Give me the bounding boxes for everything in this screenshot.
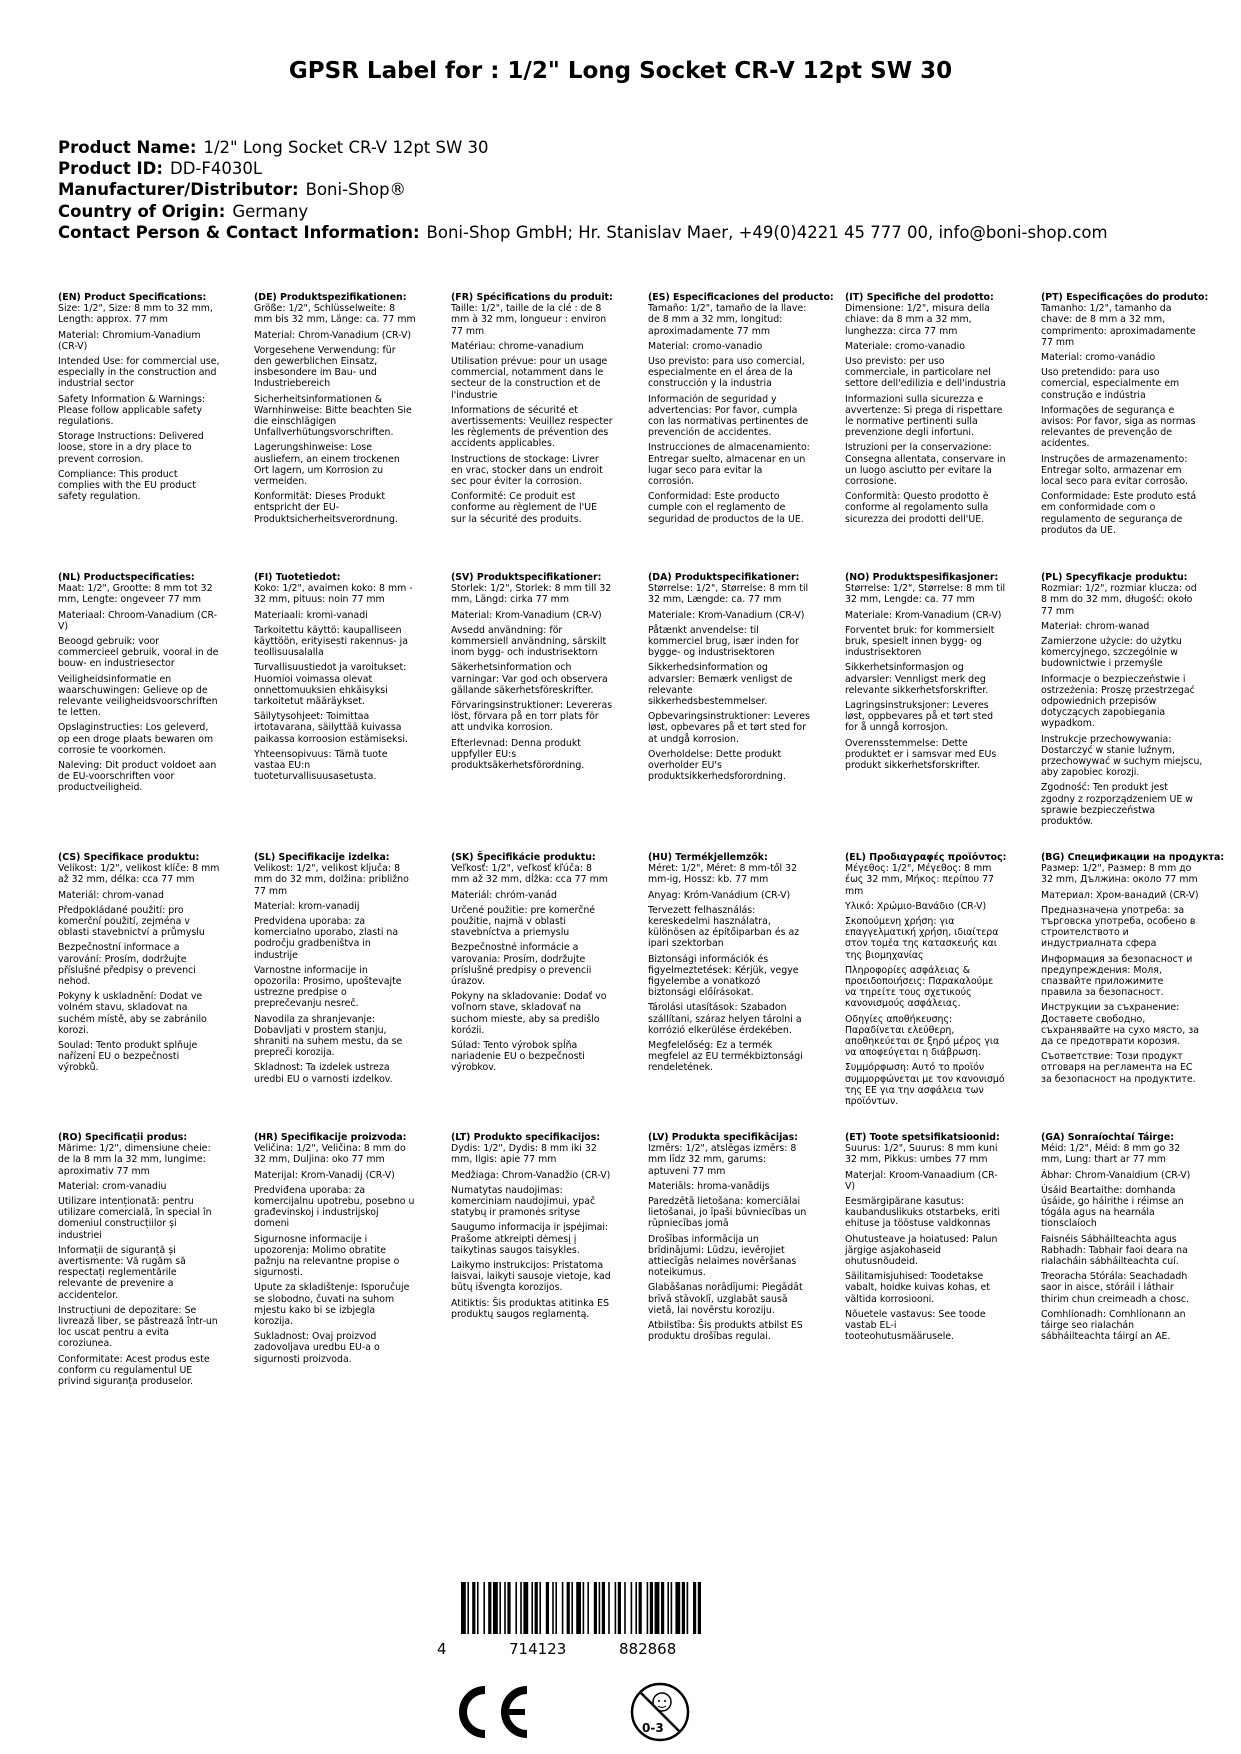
manufacturer-value: Boni-Shop® (305, 180, 407, 200)
country-row (58, 201, 1108, 222)
section-paragraph: Materiál: chrom-vanad (58, 889, 164, 901)
section-paragraph: Påtænkt anvendelse: til kommerciel brug, især inden for bygge- og industrisektoren (648, 624, 799, 659)
section-paragraph: Matériau: chrome-vanadium (451, 340, 584, 352)
language-section (451, 292, 613, 529)
section-heading: (PL) Specyfikacje produktu: (1041, 572, 1188, 583)
section-paragraph: Conformidad: Este producto cumple con el reglamento de seguridad de productos de la UE. (648, 491, 804, 525)
section-paragraph: Информация за безопасност и предупреждения: Моля, спазвайте приложимите правила за безопасност. (1041, 953, 1193, 999)
section-paragraph: Предназначена употреба: за търговска употреба, особено в строителството и индустриалната сфера (1041, 904, 1196, 950)
section-paragraph: Información de seguridad y advertencias: Por favor, cumpla con las normativas pertinentes de prevención de accidentes. (648, 393, 809, 439)
section-paragraph: Material: cromo-vanadio (648, 340, 763, 352)
section-heading: (LT) Produkto specifikacijos: (451, 1132, 601, 1143)
section-paragraph: Informações de segurança e avisos: Por favor, siga as normas relevantes de prevenção de acidentes. (1041, 404, 1196, 450)
section-paragraph: Materiaali: kromi-vanadi (254, 609, 368, 621)
section-paragraph: Sukladnost: Ovaj proizvod zadovoljava uredbu EU-a o sigurnosti proizvoda. (254, 1331, 380, 1365)
section-paragraph: Forventet bruk: for kommersielt bruk, spesielt innen bygg- og industrisektoren (845, 624, 995, 659)
section-paragraph: Informații de siguranță și avertismente: Vă rugăm să respectați reglementările relevante de prevenire a accidentelor. (58, 1244, 186, 1301)
section-paragraph: Méid: 1/2", Méid: 8 mm go 32 mm, Lung: thart ar 77 mm (1041, 1143, 1181, 1166)
barcode-left-digits: 714123 (509, 1640, 567, 1658)
language-section (58, 1132, 220, 1391)
section-paragraph: Materjal: Kroom-Vanaadium (CR-V) (845, 1169, 998, 1192)
section-paragraph: Comhlíonadh: Comhlíonann an táirge seo rialachán sábháilteachta táirgí an AE. (1041, 1308, 1186, 1343)
section-paragraph: Conformità: Questo prodotto è conforme al regolamento sulla sicurezza dei prodotti dell'UE. (845, 491, 989, 525)
section-heading: (FR) Spécifications du produit: (451, 292, 613, 303)
section-paragraph: Säkerhetsinformation och varningar: Var god och observera gällande säkerhetsföreskrifter. (451, 662, 608, 696)
section-paragraph: Veľkosť: 1/2", veľkosť kľúča: 8 mm až 32 mm, dĺžka: cca 77 mm (451, 863, 608, 886)
section-paragraph: Instrucțiuni de depozitare: Se livrează liber, se păstrează într-un loc uscat pentru a evita coroziunea. (58, 1304, 218, 1350)
section-heading: (GA) Sonraíochtaí Táirge: (1041, 1132, 1174, 1143)
section-paragraph: Sikkerhetsinformasjon og advarsler: Vennligst merk deg relevante sikkerhetsforskrifter. (845, 662, 989, 696)
product-id-row (58, 158, 1108, 179)
section-paragraph: Materiał: chrom-wanad (1041, 620, 1150, 632)
section-heading: (LV) Produkta specifikācijas: (648, 1132, 798, 1143)
section-paragraph: Πληροφορίες ασφάλειας & προειδοποιήσεις: Παρακαλούμε να τηρείτε τους σχετικούς κανονισμούς ασφάλειας. (845, 964, 994, 1010)
section-paragraph: Predviđena uporaba: za komercijalnu upotrebu, posebno u građevinskoj i industrijskoj domeni (254, 1184, 415, 1230)
language-section (648, 1132, 810, 1346)
language-section (254, 852, 416, 1089)
section-paragraph: Material: krom-vanadij (254, 900, 360, 912)
section-paragraph: Uso previsto: para uso comercial, especialmente en el área de la construcción y la industria (648, 356, 805, 390)
section-paragraph: Úsáid Beartaithe: domhanda úsáide, go háirithe i réimse an tógála agus na hearnála tionsclaíoch (1041, 1184, 1184, 1230)
section-heading: (ET) Toote spetsifikatsioonid: (845, 1132, 1000, 1143)
product-name-value: 1/2" Long Socket CR-V 12pt SW 30 (203, 138, 489, 157)
section-paragraph: Taille: 1/2", taille de la clé : de 8 mm à 32 mm, longueur : environ 77 mm (451, 303, 607, 337)
language-section (845, 852, 1007, 1111)
section-paragraph: Overholdelse: Dette produkt overholder EU's produktsikkerhedsforordning. (648, 748, 786, 783)
language-section (451, 852, 613, 1078)
section-paragraph: Sikkerhedsinformation og advarsler: Bemærk venligst de relevante sikkerhedsbestemmelser. (648, 662, 793, 708)
section-heading: (RO) Specificații produs: (58, 1132, 188, 1143)
section-paragraph: Material: Chrom-Vanadium (CR-V) (254, 329, 412, 341)
section-paragraph: Predvidena uporaba: za komercialno uporabo, zlasti na področju gradbeništva in industrije (254, 916, 399, 961)
section-paragraph: Materiál: chróm-vanád (451, 889, 557, 901)
language-section (58, 292, 220, 506)
language-section (1041, 292, 1209, 540)
section-paragraph: Material: cromo-vanádio (1041, 352, 1156, 364)
section-paragraph: Υλικό: Χρώμιο-Βανάδιο (CR-V) (845, 900, 987, 912)
barcode-bars (461, 1582, 711, 1634)
section-paragraph: Size: 1/2", Size: 8 mm to 32 mm, Length: approx. 77 mm (58, 303, 213, 326)
section-paragraph: Lagerungshinweise: Lose ausliefern, an einem trockenen Ort lagern, um Korrosion zu vermeiden. (254, 442, 400, 488)
section-paragraph: Informazioni sulla sicurezza e avvertenze: Si prega di rispettare le normative pertinenti sulla prevenzione degli infortuni. (845, 393, 1003, 439)
section-heading: (PT) Especificações do produto: (1041, 292, 1209, 303)
section-paragraph: Materiale: Krom-Vanadium (CR-V) (648, 609, 805, 621)
section-paragraph: Størrelse: 1/2", Størrelse: 8 mm til 32 mm, Lengde: ca. 77 mm (845, 583, 1006, 606)
not-for-children-0-3-icon (628, 1680, 692, 1748)
contact-row (58, 222, 1108, 243)
section-heading: (SL) Specifikacije izdelka: (254, 852, 390, 863)
section-paragraph: Materiale: Krom-Vanadium (CR-V) (845, 609, 1002, 621)
section-paragraph: Instrucciones de almacenamiento: Entregar suelto, almacenar en un lugar seco para evitar la corrosión. (648, 442, 810, 488)
section-paragraph: Größe: 1/2", Schlüsselweite: 8 mm bis 32 mm, Länge: ca. 77 mm (254, 303, 416, 326)
section-paragraph: Medžiaga: Chrom-Vanadžio (CR-V) (451, 1169, 611, 1181)
language-section (1041, 1132, 1203, 1346)
section-heading: (NL) Productspecificaties: (58, 572, 195, 583)
language-section (648, 292, 834, 529)
section-paragraph: Atitiktis: Šis produktas atitinka ES produktų saugos reglamentą. (451, 1297, 610, 1320)
section-paragraph: Materiāls: hroma-vanādijs (648, 1180, 770, 1192)
section-heading: (BG) Спецификации на продукта: (1041, 852, 1225, 863)
product-id-value: DD-F4030L (169, 159, 263, 179)
section-paragraph: Saugumo informacija ir įspėjimai: Prašome atkreipti dėmesį į taikytinas saugos taisykles. (451, 1222, 609, 1256)
section-paragraph: Material: Chromium-Vanadium (CR-V) (58, 329, 201, 352)
section-paragraph: Konformität: Dieses Produkt entspricht der EU-Produktsicherheitsverordnung. (254, 491, 398, 525)
section-paragraph: Nõuetele vastavus: See toode vastab EL-i tooteohutusmäärusele. (845, 1308, 986, 1343)
section-paragraph: Förvaringsinstruktioner: Levereras löst, förvara på en torr plats för att undvika korrosion. (451, 700, 613, 734)
section-paragraph: Instrukcje przechowywania: Dostarczyć w stanie luźnym, przechowywać w suchym miejscu, aby zapobiec korozji. (1041, 733, 1203, 779)
language-section (451, 1132, 613, 1324)
section-paragraph: Rozmiar: 1/2", rozmiar klucza: od 8 mm do 32 mm, długość: około 77 mm (1041, 583, 1197, 617)
section-paragraph: Instruções de armazenamento: Entregar solto, armazenar em local seco para evitar corrosão. (1041, 453, 1188, 488)
section-paragraph: Anyag: Króm-Vanádium (CR-V) (648, 889, 791, 901)
section-paragraph: Skladnost: Ta izdelek ustreza uredbi EU o varnosti izdelkov. (254, 1062, 393, 1085)
section-paragraph: Opbevaringsinstruktioner: Leveres løst, opbevares på et tørt sted for at undgå korrosion. (648, 711, 810, 745)
language-section (845, 572, 1007, 775)
section-paragraph: Varnostne informacije in opozorila: Prosimo, upoštevajte ustrezne predpise o preprečevanju nesreč. (254, 964, 402, 1010)
language-section (451, 572, 613, 775)
language-section (58, 572, 220, 798)
section-paragraph: Material: crom-vanadiu (58, 1180, 167, 1192)
section-paragraph: Tamaño: 1/2", tamaño de la llave: de 8 mm a 32 mm, longitud: aproximadamente 77 mm (648, 303, 807, 337)
section-paragraph: Upute za skladištenje: Isporučuje se slobodno, čuvati na suhom mjestu kako bi se izbjegla korozija. (254, 1282, 410, 1328)
barcode-right-digits: 882868 (619, 1640, 677, 1658)
section-paragraph: Bezpečnostné informácie a varovania: Prosím, dodržujte príslušné predpisy o prevencii úrazov. (451, 942, 592, 988)
section-paragraph: Velikost: 1/2", velikost ključa: 8 mm do 32 mm, dolžina: približno 77 mm (254, 863, 409, 897)
page-title: GPSR Label for : 1/2" Long Socket CR-V 12pt SW 30 (288, 58, 953, 84)
section-paragraph: Atbilstība: Šis produkts atbilst ES produktu drošības regulai. (648, 1320, 803, 1343)
section-paragraph: Navodila za shranjevanje: Dobavljati v prostem stanju, shraniti na suhem mestu, da se prepreči korozija. (254, 1013, 403, 1059)
manufacturer-row (58, 179, 1108, 200)
product-name-label: Product Name: (58, 138, 197, 157)
section-paragraph: Sicherheitsinformationen & Warnhinweise: Bitte beachten Sie die einschlägigen Unfallverhütungsvorschriften. (254, 393, 412, 439)
section-paragraph: Σκοπούμενη χρήση: για επαγγελματική χρήση, ιδιαίτερα στον τομέα της κατασκευής και της βιομηχανίας (845, 916, 999, 961)
section-paragraph: Bezpečnostní informace a varování: Prosím, dodržujte příslušné předpisy o prevenci nehod. (58, 942, 196, 988)
section-paragraph: Opslaginstructies: Los geleverd, op een droge plaats bewaren om corrosie te voorkomen. (58, 722, 214, 756)
section-paragraph: Conformitate: Acest produs este conform cu regulamentul UE privind siguranța produselor. (58, 1353, 210, 1388)
language-section (845, 292, 1007, 529)
section-paragraph: Intended Use: for commercial use, especially in the construction and industrial sector (58, 356, 220, 390)
section-paragraph: Tárolási utasítások: Szabadon szállítani, száraz helyen tárolni a korrózió elkerülése érdekében. (648, 1002, 802, 1036)
section-paragraph: Naleving: Dit product voldoet aan de EU-voorschriften voor productveiligheid. (58, 760, 217, 794)
language-section (648, 572, 810, 786)
section-paragraph: Drošības informācija un brīdinājumi: Lūdzu, ievērojiet attiecīgās nelaimes novēršanas noteikumus. (648, 1233, 797, 1279)
section-paragraph: Efterlevnad: Denna produkt uppfyller EU:s produktsäkerhetsförordning. (451, 737, 585, 772)
section-paragraph: Материал: Хром-ванадий (CR-V) (1041, 889, 1199, 901)
section-paragraph: Koko: 1/2", avaimen koko: 8 mm - 32 mm, pituus: noin 77 mm (254, 583, 413, 606)
section-paragraph: Ohutusteave ja hoiatused: Palun järgige asjakohaseid ohutusnõudeid. (845, 1233, 998, 1268)
section-paragraph: Eesmärgipärane kasutus: kaubanduslikuks otstarbeks, eriti ehituse ja tööstuse valdkonnas (845, 1196, 1001, 1230)
section-paragraph: Paredzētā lietošana: komerciālai lietošanai, jo īpaši būvniecības un rūpniecības jomā (648, 1196, 807, 1230)
contact-value: Boni-Shop GmbH; Hr. Stanislav Maer, +49(0)4221 45 777 00, info@boni-shop.com (426, 222, 1108, 242)
section-heading: (HU) Termékjellemzők: (648, 852, 768, 863)
age-range-label: 0-3 (642, 1721, 664, 1735)
section-paragraph: Инструкции за съхранение: Доставете свободно, съхранявайте на сухо място, за да се предотврати корозия. (1041, 1002, 1199, 1048)
section-paragraph: Vorgesehene Verwendung: für den gewerblichen Einsatz, insbesondere im Bau- und Industriebereich (254, 344, 396, 390)
language-section (254, 1132, 416, 1369)
section-paragraph: Overensstemmelse: Dette produktet er i samsvar med EUs produkt sikkerhetsforskrifter. (845, 737, 997, 772)
section-heading: (FI) Tuotetiedot: (254, 572, 341, 583)
section-heading: (SK) Špecifikácie produktu: (451, 852, 596, 863)
section-paragraph: Lagringsinstruksjoner: Leveres løst, oppbevares på et tørt sted for å unngå korrosjon. (845, 700, 994, 734)
section-paragraph: Conformité: Ce produit est conforme au règlement de l'UE sur la sécurité des produits. (451, 491, 598, 525)
section-paragraph: Compliance: This product complies with the EU product safety regulation. (58, 468, 196, 503)
section-paragraph: Glabāšanas norādījumi: Piegādāt brīvā stāvoklī, uzglabāt sausā vietā, lai novērstu koroziju. (648, 1282, 803, 1316)
section-paragraph: Utilizare intenționată: pentru utilizare comercială, în special în domeniul construcțiilor și industriei (58, 1196, 212, 1241)
section-paragraph: Veličina: 1/2", Veličina: 8 mm do 32 mm, Duljina: oko 77 mm (254, 1143, 406, 1166)
section-paragraph: Συμμόρφωση: Αυτό το προϊόν συμμορφώνεται με τον κανονισμό της ΕΕ για την ασφάλεια των προϊόντων. (845, 1062, 1005, 1108)
section-heading: (SV) Produktspecifikationer: (451, 572, 602, 583)
language-section (1041, 852, 1225, 1089)
section-paragraph: Dydis: 1/2", Dydis: 8 mm iki 32 mm, Ilgis: apie 77 mm (451, 1143, 597, 1166)
section-heading: (EN) Product Specifications: (58, 292, 207, 303)
section-heading: (EL) Προδιαγραφές προϊόντος: (845, 852, 1007, 863)
section-paragraph: Material: Krom-Vanadium (CR-V) (451, 609, 602, 621)
section-paragraph: Storage Instructions: Delivered loose, store in a dry place to prevent corrosion. (58, 431, 204, 465)
section-paragraph: Pokyny na skladovanie: Dodať vo voľnom stave, skladovať na suchom mieste, aby sa predišlo korózii. (451, 991, 607, 1036)
section-paragraph: Předpokládané použití: pro komerční použití, zejména v oblasti stavebnictví a průmyslu (58, 904, 205, 939)
section-heading: (HR) Specifikacije proizvoda: (254, 1132, 407, 1143)
section-paragraph: Materijal: Krom-Vanadij (CR-V) (254, 1169, 395, 1181)
section-paragraph: Zgodność: Ten produkt jest zgodny z rozporządzeniem UE w sprawie bezpieczeństwa produktów. (1041, 782, 1193, 828)
section-paragraph: Biztonsági információk és figyelmeztetések: Kérjük, vegye figyelembe a vonatkozó biztonsági előírásokat. (648, 953, 799, 999)
section-paragraph: Utilisation prévue: pour un usage commercial, notamment dans le secteur de la construction et de l'industrie (451, 356, 608, 401)
section-paragraph: Turvallisuustiedot ja varoitukset: Huomioi voimassa olevat onnettomuuksien ehkäisyksi tarkoitetut määräykset. (254, 662, 407, 708)
section-paragraph: Avsedd användning: för kommersiell användning, särskilt inom bygg- och industrisektorn (451, 624, 607, 659)
section-paragraph: Maat: 1/2", Grootte: 8 mm tot 32 mm, Lengte: ongeveer 77 mm (58, 583, 213, 606)
section-paragraph: Treoracha Stórála: Seachadadh saor in aisce, stóráil i láthair thirim chun creimeadh a chosc. (1041, 1271, 1190, 1305)
section-paragraph: Säilitamisjuhised: Toodetakse vabalt, hoidke kuivas kohas, et vältida korrosiooni. (845, 1271, 990, 1305)
section-heading: (CS) Specifikace produktu: (58, 852, 200, 863)
section-paragraph: Určené použitie: pre komerčné použitie, najmä v oblasti stavebníctva a priemyslu (451, 904, 596, 939)
language-section (254, 292, 416, 529)
section-heading: (DE) Produktspezifikationen: (254, 292, 407, 303)
barcode-first-digit: 4 (437, 1640, 447, 1658)
section-heading: (DA) Produktspecifikationer: (648, 572, 800, 583)
product-id-label: Product ID: (58, 159, 163, 179)
section-paragraph: Uso pretendido: para uso comercial, especialmente em construção e indústria (1041, 367, 1180, 401)
product-name-row (58, 137, 1108, 158)
section-paragraph: Storlek: 1/2", Storlek: 8 mm till 32 mm, Längd: cirka 77 mm (451, 583, 612, 606)
ce-mark-icon (447, 1684, 531, 1744)
section-paragraph: Zamierzone użycie: do użytku komercyjnego, szczególnie w budownictwie i przemyśle (1041, 636, 1182, 670)
country-value: Germany (232, 201, 309, 221)
language-section (845, 1132, 1007, 1346)
language-section (648, 852, 810, 1078)
language-section (254, 572, 416, 786)
section-paragraph: Faisnéis Sábháilteachta agus Rabhadh: Tabhair faoi deara na rialacháin sábháilteachta cuí. (1041, 1233, 1188, 1268)
section-paragraph: Съответствие: Този продукт отговаря на регламента на ЕС за безопасност на продуктите. (1041, 1051, 1196, 1085)
contact-label: Contact Person & Contact Information: (58, 222, 420, 242)
section-paragraph: Méret: 1/2", Méret: 8 mm-től 32 mm-ig, Hossz: kb. 77 mm (648, 863, 798, 886)
section-paragraph: Yhteensopivuus: Tämä tuote vastaa EU:n tuoteturvallisuusasetusta. (254, 748, 388, 783)
section-paragraph: Οδηγίες αποθήκευσης: Παραδίνεται ελεύθερη, αποθηκεύεται σε ξηρό μέρος για να αποφεύγεται η διάβρωση. (845, 1013, 1000, 1059)
section-paragraph: Conformidade: Este produto está em conformidade com o regulamento de segurança de produtos da UE. (1041, 491, 1197, 536)
section-paragraph: Istruzioni per la conservazione: Consegna allentata, conservare in un luogo asciutto per evitare la corrosione. (845, 442, 1006, 488)
product-info (58, 137, 1108, 243)
section-paragraph: Informacje o bezpieczeństwie i ostrzeżenia: Proszę przestrzegać odpowiednich przepisów dotyczących zapobiegania wypadkom. (1041, 673, 1195, 730)
section-paragraph: Pokyny k uskladnění: Dodat ve volném stavu, skladovat na suchém místě, aby se zabránilo korozi. (58, 991, 207, 1036)
section-paragraph: Sigurnosne informacije i upozorenja: Molimo obratite pažnju na relevantne propise o sigurnosti. (254, 1233, 400, 1279)
ean-barcode (437, 1582, 737, 1672)
section-heading: (NO) Produktspesifikasjoner: (845, 572, 999, 583)
section-heading: (ES) Especificaciones del producto: (648, 292, 834, 303)
section-paragraph: Safety Information & Warnings: Please follow applicable safety regulations. (58, 393, 206, 428)
section-paragraph: Ábhar: Chrom-Vanaidium (CR-V) (1041, 1169, 1191, 1181)
section-paragraph: Numatytas naudojimas: komerciniam naudojimui, ypač statybų ir pramonės srityse (451, 1184, 596, 1219)
section-paragraph: Suurus: 1/2", Suurus: 8 mm kuni 32 mm, Pikkus: umbes 77 mm (845, 1143, 998, 1166)
section-paragraph: Tarkoitettu käyttö: kaupalliseen käyttöön, erityisesti rakennus- ja teollisuusalalla (254, 624, 409, 659)
country-label: Country of Origin: (58, 201, 226, 221)
section-paragraph: Säilytysohjeet: Toimittaa irtotavarana, säilyttää kuivassa paikassa korroosion estämiseksi. (254, 711, 408, 745)
section-paragraph: Размер: 1/2", Размер: 8 mm до 32 mm, Дължина: около 77 mm (1041, 863, 1198, 886)
section-paragraph: Súlad: Tento výrobok spĺňa nariadenie EU o bezpečnosti výrobkov. (451, 1040, 585, 1074)
section-paragraph: Izmērs: 1/2", atslēgas izmērs: 8 mm līdz 32 mm, garums: aptuveni 77 mm (648, 1143, 797, 1177)
section-paragraph: Μέγεθος: 1/2", Μέγεθος: 8 mm έως 32 mm, Μήκος: περίπου 77 mm (845, 863, 995, 897)
section-paragraph: Velikost: 1/2", velikost klíče: 8 mm až 32 mm, délka: cca 77 mm (58, 863, 220, 886)
section-heading: (IT) Specifiche del prodotto: (845, 292, 994, 303)
section-paragraph: Laikymo instrukcijos: Pristatoma laisvai, laikyti sausoje vietoje, kad būtų išvengta korozijos. (451, 1260, 611, 1294)
section-paragraph: Uso previsto: per uso commerciale, in particolare nel settore dell'edilizia e dell'industria (845, 356, 1006, 390)
section-paragraph: Tervezett felhasználás: kereskedelmi használatra, különösen az építőiparban és az ipari szektorban (648, 904, 800, 950)
section-paragraph: Soulad: Tento produkt splňuje nařízení EU o bezpečnosti výrobků. (58, 1040, 198, 1074)
section-paragraph: Materiaal: Chroom-Vanadium (CR-V) (58, 609, 217, 632)
section-paragraph: Mărime: 1/2", dimensiune cheie: de la 8 mm la 32 mm, lungime: aproximativ 77 mm (58, 1143, 211, 1177)
manufacturer-label: Manufacturer/Distributor: (58, 180, 299, 200)
language-section (1041, 572, 1203, 831)
section-paragraph: Dimensione: 1/2", misura della chiave: da 8 mm a 32 mm, lunghezza: circa 77 mm (845, 303, 990, 337)
section-paragraph: Megfelelőség: Ez a termék megfelel az EU termékbiztonsági rendeletének. (648, 1040, 803, 1074)
section-paragraph: Beoogd gebruik: voor commercieel gebruik, vooral in de bouw- en industriesector (58, 636, 219, 670)
language-section (58, 852, 220, 1078)
section-paragraph: Informations de sécurité et avertissements: Veuillez respecter les règlements de prévention des accidents applicables. (451, 404, 613, 450)
section-paragraph: Tamanho: 1/2", tamanho da chave: de 8 mm a 32 mm, comprimento: aproximadamente 77 mm (1041, 303, 1196, 348)
section-paragraph: Størrelse: 1/2", Størrelse: 8 mm til 32 mm, Længde: ca. 77 mm (648, 583, 809, 606)
section-paragraph: Instructions de stockage: Livrer en vrac, stocker dans un endroit sec pour éviter la corrosion. (451, 453, 603, 488)
section-paragraph: Materiale: cromo-vanadio (845, 340, 965, 352)
section-paragraph: Veiligheidsinformatie en waarschuwingen: Gelieve op de relevante veiligheidsvoorschriften te letten. (58, 673, 218, 719)
